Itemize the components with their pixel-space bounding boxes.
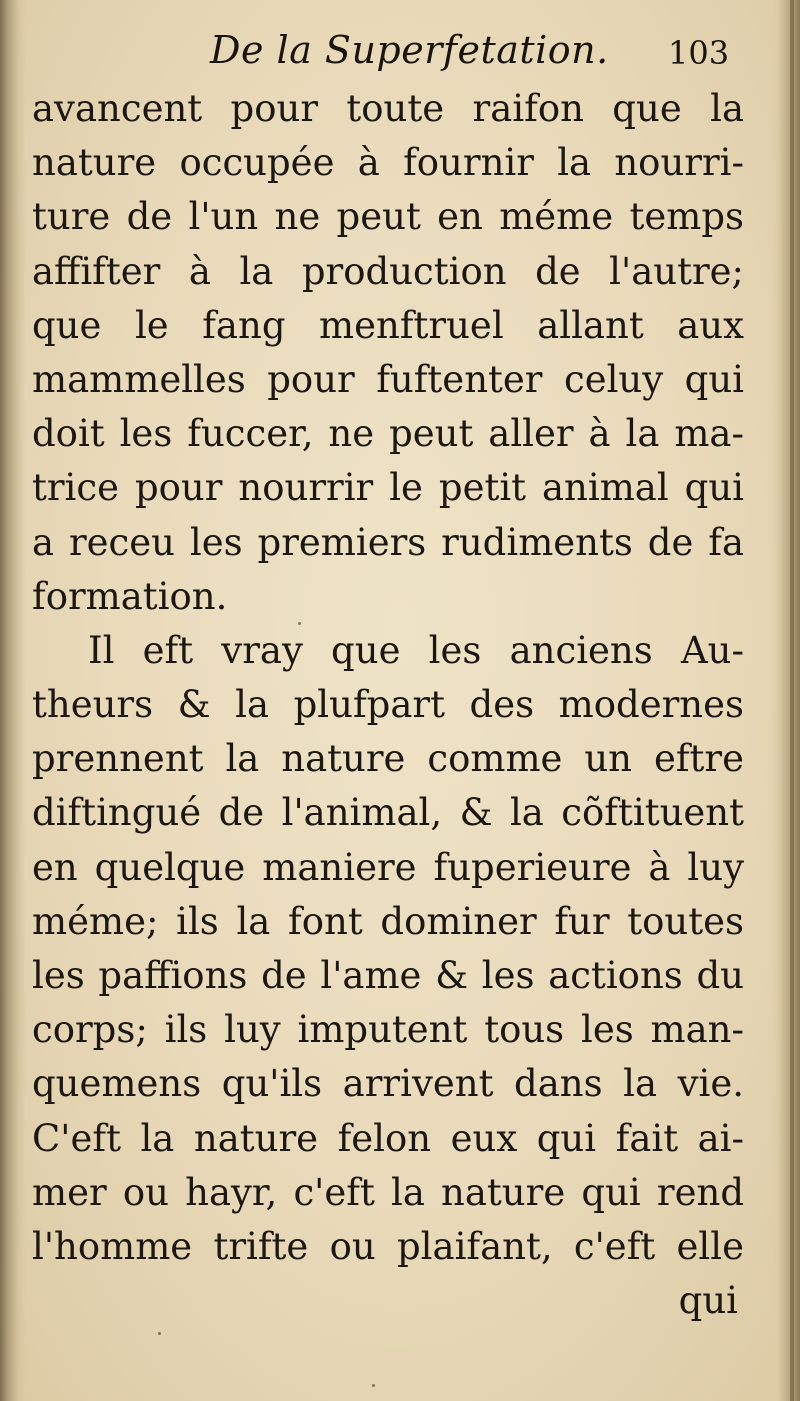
text-line: nature occupée à fournir la nourri- (32, 141, 744, 185)
page-edge (770, 0, 800, 1401)
text-line: trice pour nourrir le petit animal qui (32, 466, 744, 510)
paper-speck (158, 1332, 161, 1335)
text-line: affifter à la production de l'autre; (32, 249, 744, 293)
page-number: 103 (668, 34, 730, 72)
text-line: prennent la nature comme un eftre (32, 737, 744, 781)
paper-speck (298, 622, 301, 625)
text-line: diftingué de l'animal, & la cõftituent (32, 791, 744, 835)
text-line: ture de l'un ne peut en méme temps (32, 195, 744, 239)
binding-gutter-shadow (0, 0, 26, 1401)
text-line: theurs & la plufpart des modernes (32, 683, 744, 727)
text-line: corps; ils luy imputent tous les man- (32, 1008, 744, 1052)
text-line: C'eft la nature felon eux qui fait ai- (32, 1116, 744, 1160)
text-line: avancent pour toute raifon que la (32, 87, 744, 130)
catchword: qui (678, 1279, 738, 1323)
text-line: que le fang menftruel allant aux (32, 303, 744, 347)
paragraph-start-line: Il eft vray que les anciens Au- (88, 628, 744, 672)
text-line: les paffions de l'ame & les actions du (32, 954, 744, 997)
text-line: mer ou hayr, c'eft la nature qui rend (32, 1170, 744, 1214)
text-line: mammelles pour fuftenter celuy qui (32, 357, 744, 401)
page-header (0, 22, 800, 82)
text-line: en quelque maniere fuperieure à luy (32, 845, 744, 889)
text-line: doit les fuccer, ne peut aller à la ma- (32, 412, 744, 456)
paper-speck (372, 1384, 375, 1387)
running-title: De la Superfetation. (210, 28, 609, 72)
body-text (32, 82, 744, 1328)
text-line: l'homme trifte ou plaifant, c'eft elle (32, 1224, 744, 1268)
text-line: méme; ils la font dominer fur toutes (32, 899, 744, 943)
text-line: quemens qu'ils arrivent dans la vie. (32, 1062, 744, 1106)
paragraph-end-line: formation. (32, 574, 228, 618)
text-line: a receu les premiers rudiments de fa (32, 520, 744, 564)
